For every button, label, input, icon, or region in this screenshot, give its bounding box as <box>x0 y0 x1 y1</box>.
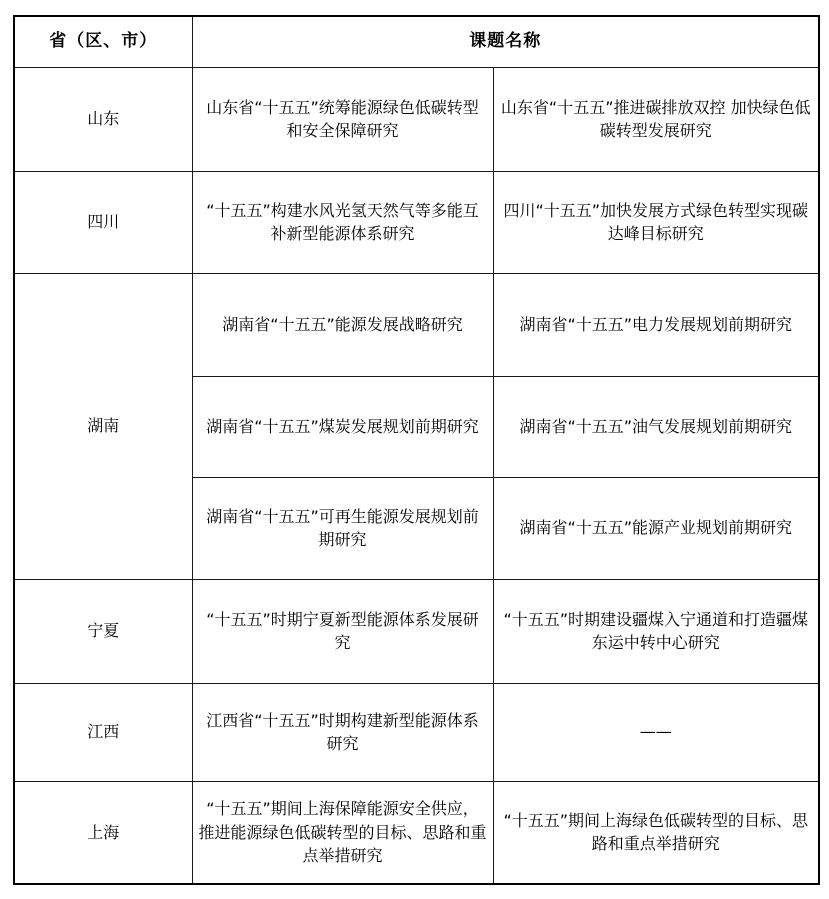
table-row-shanghai <box>14 781 819 884</box>
topic-cell: 湖南省“十五五”油气发展规划前期研究 <box>493 376 819 477</box>
province-cell: 山东 <box>14 67 192 171</box>
research-topics-table <box>13 15 820 885</box>
province-cell: 上海 <box>14 781 192 884</box>
province-cell: 江西 <box>14 683 192 781</box>
table-row-shandong <box>14 67 819 171</box>
topic-cell: “十五五”时期建设疆煤入宁通道和打造疆煤东运中转中心研究 <box>493 579 819 683</box>
province-cell: 宁夏 <box>14 579 192 683</box>
topic-cell: “十五五”期间上海绿色低碳转型的目标、思路和重点举措研究 <box>493 781 819 884</box>
topic-cell-empty: —— <box>493 683 819 781</box>
topic-cell: 湖南省“十五五”能源发展战略研究 <box>192 273 493 376</box>
topic-cell: “十五五”期间上海保障能源安全供应，推进能源绿色低碳转型的目标、思路和重点举措研究 <box>192 781 493 884</box>
column-header-topic: 课题名称 <box>192 16 819 67</box>
topic-cell: 江西省“十五五”时期构建新型能源体系研究 <box>192 683 493 781</box>
topic-cell: 湖南省“十五五”电力发展规划前期研究 <box>493 273 819 376</box>
topic-cell: “十五五”时期宁夏新型能源体系发展研究 <box>192 579 493 683</box>
table-row-jiangxi <box>14 683 819 781</box>
province-cell: 湖南 <box>14 273 192 579</box>
topic-cell: 山东省“十五五”统筹能源绿色低碳转型和安全保障研究 <box>192 67 493 171</box>
topic-cell: 湖南省“十五五”煤炭发展规划前期研究 <box>192 376 493 477</box>
topic-cell: 湖南省“十五五”可再生能源发展规划前期研究 <box>192 477 493 579</box>
topic-cell: “十五五”构建水风光氢天然气等多能互补新型能源体系研究 <box>192 171 493 273</box>
header-row <box>14 16 819 67</box>
topic-cell: 四川“十五五”加快发展方式绿色转型实现碳达峰目标研究 <box>493 171 819 273</box>
province-cell: 四川 <box>14 171 192 273</box>
column-header-province: 省（区、市） <box>14 16 192 67</box>
topic-cell: 山东省“十五五”推进碳排放双控 加快绿色低碳转型发展研究 <box>493 67 819 171</box>
topic-cell: 湖南省“十五五”能源产业规划前期研究 <box>493 477 819 579</box>
table-row-hunan-1 <box>14 273 819 376</box>
table-row-ningxia <box>14 579 819 683</box>
table-row-sichuan <box>14 171 819 273</box>
